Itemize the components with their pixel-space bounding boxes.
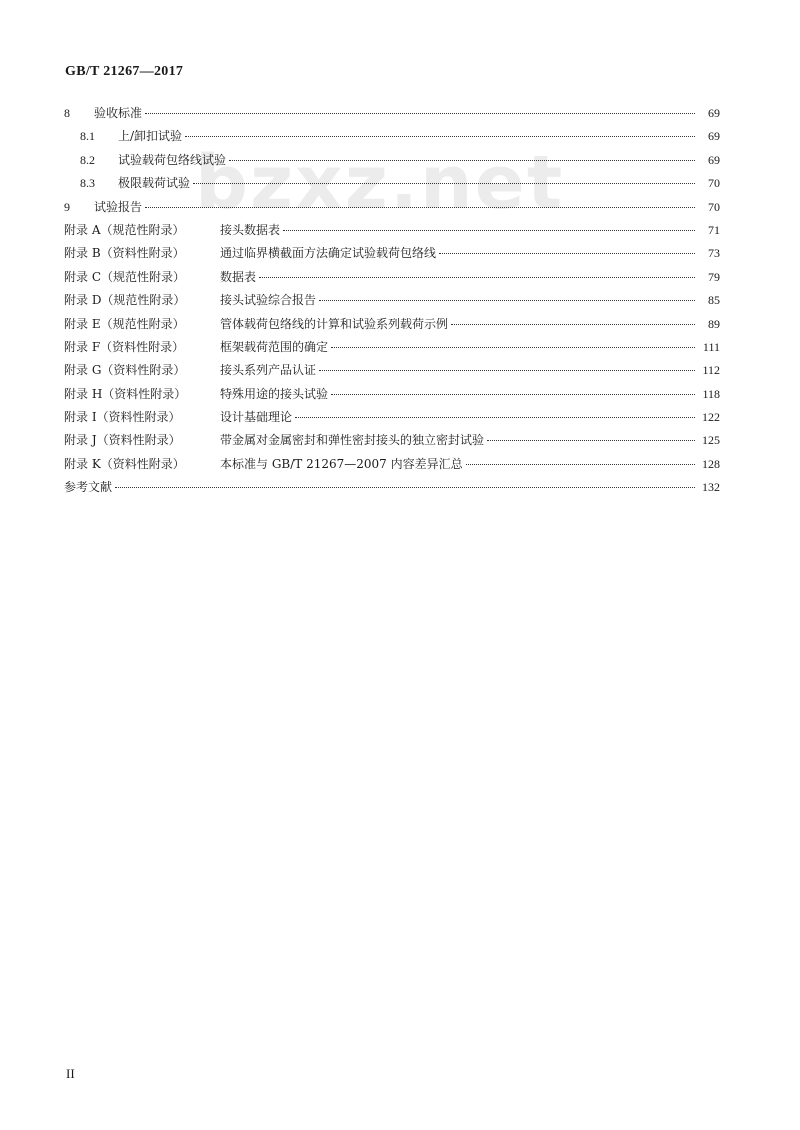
toc-entry[interactable]: [64, 221, 720, 244]
toc-page-number: 70: [708, 199, 720, 214]
toc-page-number: 112: [702, 363, 720, 378]
toc-entry[interactable]: [64, 455, 720, 478]
toc-entry[interactable]: [64, 268, 720, 291]
toc-section-number: 8.3: [80, 176, 95, 191]
dot-leader: [115, 487, 695, 488]
toc-entry-label: [64, 291, 316, 308]
toc-appendix-tag: 附录 E（规范性附录）: [64, 316, 185, 331]
toc-entry-title: 接头试验综合报告: [220, 293, 317, 308]
toc-page-number: 128: [702, 456, 720, 471]
toc-page-number: 70: [708, 176, 720, 191]
toc-entry-label: [64, 361, 316, 378]
toc-appendix-tag: 附录 G（资料性附录）: [64, 363, 186, 378]
toc-appendix-tag: 附录 K（资料性附录）: [64, 456, 185, 471]
toc-entry-title: 管体载荷包络线的计算和试验系列载荷示例: [220, 316, 449, 331]
toc-entry[interactable]: [64, 408, 720, 431]
toc-page-number: 69: [708, 106, 720, 120]
toc-appendix-tag: 附录 A（规范性附录）: [64, 222, 185, 237]
toc-entry[interactable]: [64, 361, 720, 384]
toc-entry-label: [64, 198, 142, 215]
standard-number: GB/T 21267—2017: [65, 64, 184, 79]
toc-entry-label: [64, 268, 256, 285]
toc-section-number: 8.2: [80, 152, 95, 167]
toc-appendix-tag: 附录 C（规范性附录）: [64, 269, 185, 284]
toc-page-number: 111: [702, 339, 720, 354]
toc-page-number: 71: [708, 222, 720, 237]
toc-entry[interactable]: [64, 244, 720, 267]
toc-entry-label: [64, 338, 328, 355]
dot-leader: [331, 347, 695, 348]
toc-appendix-tag: 附录 J（资料性附录）: [64, 433, 181, 448]
toc-entry-title: 上/卸扣试验: [118, 129, 183, 144]
toc-page-number: 125: [702, 433, 720, 448]
toc-section-number: 8: [64, 106, 70, 120]
toc-entry-label: [64, 478, 112, 495]
toc-entry-label: [64, 244, 436, 261]
toc-entry-label: [80, 174, 190, 191]
toc-entry-title: 极限载荷试验: [118, 176, 191, 191]
toc-entry[interactable]: [64, 385, 720, 408]
toc-entry-title: 本标准与 GB/T 21267—2007 内容差异汇总: [220, 456, 463, 471]
toc-entry-label: [64, 221, 280, 238]
toc-entry-label: [64, 385, 328, 402]
toc-entry-label: [64, 104, 142, 121]
dot-leader: [487, 440, 695, 441]
toc-entry[interactable]: [64, 151, 720, 174]
toc-entry-title: 验收标准: [94, 106, 143, 120]
toc-appendix-tag: 附录 D（规范性附录）: [64, 293, 186, 308]
toc-page-number: 89: [708, 316, 720, 331]
toc-entry[interactable]: [64, 174, 720, 197]
toc-entry[interactable]: [64, 431, 720, 454]
dot-leader: [185, 136, 695, 137]
dot-leader: [466, 464, 695, 465]
toc-page-number: 118: [702, 386, 720, 401]
toc-appendix-tag: 附录 I（资料性附录）: [64, 410, 181, 425]
dot-leader: [229, 160, 695, 161]
toc-page-number: 85: [708, 293, 720, 308]
toc-page-number: 69: [708, 152, 720, 167]
toc-page-number: 132: [702, 480, 720, 495]
toc-appendix-tag: 附录 B（资料性附录）: [64, 246, 185, 261]
toc-entry-title: 试验载荷包络线试验: [118, 152, 227, 167]
toc-entry[interactable]: [64, 198, 720, 221]
toc-page-number: 79: [708, 269, 720, 284]
toc-page-number: 69: [708, 129, 720, 144]
toc-entry-title: 通过临界横截面方法确定试验载荷包络线: [220, 246, 437, 261]
toc-entry-label: [64, 455, 463, 472]
toc-entry-title: 接头系列产品认证: [220, 363, 317, 378]
toc-entry[interactable]: [64, 104, 720, 127]
toc-entry[interactable]: [64, 127, 720, 150]
toc-entry[interactable]: [64, 478, 720, 501]
toc-page-number: 122: [702, 410, 720, 425]
toc-entry-title: 数据表: [220, 269, 257, 284]
toc-entry-title: 框架载荷范围的确定: [220, 339, 329, 354]
dot-leader: [319, 370, 695, 371]
toc-entry-title: 接头数据表: [220, 222, 281, 237]
toc-page-number: 73: [708, 246, 720, 261]
dot-leader: [439, 253, 695, 254]
dot-leader: [145, 207, 695, 208]
dot-leader: [295, 417, 695, 418]
dot-leader: [145, 113, 695, 114]
page-number: II: [66, 1066, 75, 1081]
toc-entry-title: 带金属对金属密封和弹性密封接头的独立密封试验: [220, 433, 485, 448]
toc-entry-title: 试验报告: [94, 199, 143, 214]
toc-entry-label: [80, 151, 226, 168]
toc-entry[interactable]: [64, 338, 720, 361]
dot-leader: [451, 324, 695, 325]
dot-leader: [319, 300, 695, 301]
toc-appendix-tag: 附录 F（资料性附录）: [64, 339, 185, 354]
toc-entry-label: [64, 408, 292, 425]
toc-entry-title: 参考文献: [64, 480, 113, 495]
dot-leader: [283, 230, 695, 231]
toc-entry-title: 特殊用途的接头试验: [220, 386, 329, 401]
toc-entry-label: [64, 315, 448, 332]
toc-section-number: 9: [64, 199, 70, 214]
table-of-contents: [64, 104, 720, 502]
toc-entry-title: 设计基础理论: [220, 410, 293, 425]
toc-appendix-tag: 附录 H（资料性附录）: [64, 386, 187, 401]
dot-leader: [193, 183, 695, 184]
toc-section-number: 8.1: [80, 129, 95, 144]
toc-entry[interactable]: [64, 315, 720, 338]
dot-leader: [259, 277, 695, 278]
toc-entry-label: [64, 431, 484, 448]
toc-entry[interactable]: [64, 291, 720, 314]
toc-entry-label: [80, 127, 182, 144]
dot-leader: [331, 394, 695, 395]
watermark: bzxz.net: [195, 140, 565, 226]
